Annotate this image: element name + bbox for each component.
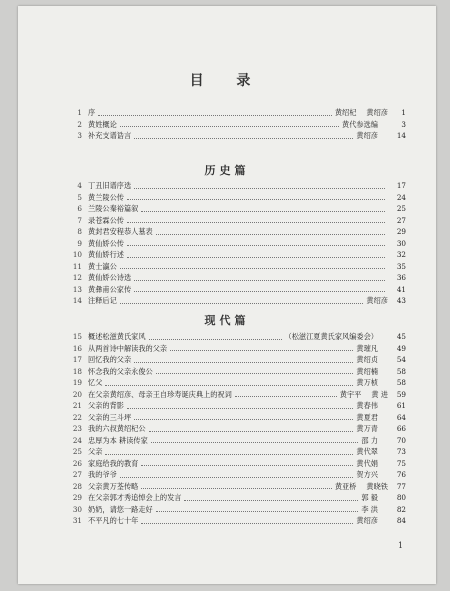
- entry-page: 80: [396, 493, 406, 502]
- entry-title: 父亲的背影: [88, 401, 124, 410]
- entry-number: 2: [77, 119, 82, 129]
- entry-title: 我的六叔黄绍杞公: [88, 424, 146, 433]
- entry-number: 3: [77, 131, 82, 140]
- entry-number: 9: [77, 238, 82, 248]
- dot-leader: [141, 210, 385, 212]
- dot-leader: [151, 441, 359, 443]
- entry-number: 12: [72, 273, 82, 282]
- entry-number: 4: [77, 181, 82, 190]
- entry-number: 11: [72, 261, 82, 271]
- entry-page: 3: [401, 119, 406, 129]
- entry-page: 73: [396, 447, 406, 456]
- entry-author: 黄代参选编: [342, 119, 378, 129]
- entry-author: 黄代娟: [356, 458, 378, 468]
- entry-author: 黄万青: [356, 424, 378, 433]
- toc-entry: [66, 331, 406, 343]
- dot-leader: [149, 338, 282, 340]
- entry-title: 黄士瀛公: [88, 261, 117, 271]
- dot-leader: [141, 487, 332, 489]
- page-number: 1: [398, 541, 404, 550]
- dot-leader: [120, 125, 339, 127]
- dot-leader: [134, 187, 385, 189]
- entry-author: 黄亚桥: [334, 481, 357, 491]
- entry-page: 30: [396, 238, 406, 248]
- entry-author-2: 黄 进: [371, 389, 388, 399]
- entry-page: 14: [396, 131, 406, 140]
- entry-title: 父亲的三斗坪: [88, 412, 132, 422]
- entry-number: 5: [77, 192, 82, 202]
- entry-page: 76: [396, 470, 406, 479]
- entry-page: 54: [396, 355, 406, 364]
- entry-author-2: 黄晓铁: [366, 481, 388, 491]
- toc-modern-list: [66, 331, 406, 527]
- dot-leader: [105, 453, 353, 455]
- entry-page: 61: [396, 401, 406, 410]
- entry-author: 黄绍彦: [356, 131, 378, 140]
- entry-number: 6: [77, 204, 82, 213]
- toc-entry: [66, 249, 406, 261]
- entry-author: 李 洪: [361, 504, 378, 514]
- dot-leader: [120, 302, 364, 304]
- dot-leader: [184, 499, 358, 501]
- entry-page: 75: [396, 458, 406, 468]
- section-heading-history: 历史篇: [204, 164, 250, 177]
- entry-number: 8: [77, 227, 82, 236]
- dot-leader: [156, 233, 385, 235]
- dot-leader: [127, 221, 385, 223]
- entry-page: 29: [396, 227, 406, 236]
- dot-leader: [120, 476, 354, 478]
- dot-leader: [105, 384, 353, 386]
- dot-leader: [149, 430, 354, 432]
- entry-title: 黄封君安程恭人墓表: [88, 227, 153, 236]
- entry-number: 17: [72, 355, 82, 364]
- dot-leader: [141, 464, 353, 466]
- entry-author: 黄绍彦: [366, 296, 388, 305]
- dot-leader: [120, 267, 385, 269]
- toc-entry: [66, 446, 406, 458]
- toc-entry: [66, 458, 406, 470]
- entry-author: 黄璀凡: [356, 343, 378, 353]
- dot-leader: [170, 349, 353, 351]
- toc-entry: [66, 492, 406, 504]
- entry-page: 35: [396, 261, 406, 271]
- entry-number: 19: [72, 378, 82, 387]
- entry-author-2: 黄绍彦: [366, 108, 388, 117]
- entry-number: 14: [72, 296, 82, 305]
- dot-leader: [127, 407, 353, 409]
- entry-page: 1: [401, 108, 406, 117]
- entry-page: 58: [396, 378, 406, 387]
- page-title: 目 录: [189, 73, 265, 89]
- entry-title: 我的爷爷: [88, 470, 117, 479]
- entry-title: 奶奶，请您一路走好: [88, 504, 153, 514]
- dot-leader: [156, 372, 354, 374]
- section-heading-modern: 现代篇: [204, 314, 250, 327]
- entry-page: 82: [396, 504, 406, 514]
- entry-page: 32: [396, 250, 406, 259]
- toc-entry: [66, 261, 406, 273]
- toc-entry: [66, 215, 406, 227]
- entry-author: 黄万桢: [356, 378, 378, 387]
- entry-number: 13: [72, 284, 82, 294]
- entry-title: 怀念我的父亲永俊公: [88, 366, 153, 376]
- toc-entry: [66, 412, 406, 424]
- entry-page: 24: [396, 192, 406, 202]
- toc-entry: [66, 130, 406, 142]
- entry-author: 黄绍贞: [356, 355, 378, 364]
- dot-leader: [141, 522, 353, 524]
- entry-page: 58: [396, 366, 406, 376]
- entry-title: 不平凡的七十年: [88, 516, 139, 525]
- entry-page: 27: [396, 215, 406, 225]
- entry-author: 贺方兴: [356, 470, 378, 479]
- entry-author: 郭 毅: [361, 493, 378, 502]
- entry-number: 26: [72, 458, 82, 468]
- entry-title: 父亲: [88, 447, 103, 456]
- entry-page: 43: [396, 296, 406, 305]
- toc-entry: [66, 515, 406, 527]
- entry-author: 黄夏君: [356, 412, 378, 422]
- entry-number: 22: [72, 412, 82, 422]
- entry-number: 25: [72, 447, 82, 456]
- entry-page: 77: [396, 481, 406, 491]
- entry-title: 从两首诗中解读我的父亲: [88, 343, 168, 353]
- toc-history-list: [66, 180, 406, 307]
- entry-page: 84: [396, 516, 406, 525]
- dot-leader: [134, 361, 353, 363]
- entry-title: 忆父: [88, 378, 103, 387]
- entry-page: 49: [396, 343, 406, 353]
- toc-entry: [66, 180, 406, 192]
- toc-entry: [66, 469, 406, 481]
- entry-number: 21: [72, 401, 82, 410]
- entry-page: 41: [396, 284, 406, 294]
- dot-leader: [98, 114, 332, 116]
- toc-entry: [66, 366, 406, 378]
- entry-author: 黄代翠: [356, 447, 378, 456]
- entry-title: 黄姓概论: [88, 119, 117, 129]
- entry-number: 20: [72, 389, 82, 399]
- toc-intro-list: [66, 107, 406, 142]
- entry-title: 父亲黄万荃传略: [88, 481, 139, 491]
- entry-number: 28: [72, 481, 82, 491]
- entry-number: 29: [72, 493, 82, 502]
- dot-leader: [156, 510, 359, 512]
- toc-entry: [66, 389, 406, 401]
- entry-number: 1: [77, 108, 82, 117]
- entry-title: 在父亲黄绍彦、母亲王自珍寿诞庆典上的祝词: [88, 389, 232, 399]
- entry-number: 16: [72, 343, 82, 353]
- entry-title: 家庭给我的教育: [88, 458, 139, 468]
- toc-entry: [66, 284, 406, 296]
- entry-title: 黄仙娇公传: [88, 238, 124, 248]
- entry-title: 黄仙娇行述: [88, 250, 124, 259]
- toc-entry: [66, 295, 406, 307]
- entry-title: 黄彝甫公家传: [88, 284, 132, 294]
- entry-title: 忠厚为本 耕读传家: [88, 435, 148, 445]
- toc-entry: [66, 481, 406, 493]
- toc-entry: [66, 435, 406, 447]
- entry-number: 27: [72, 470, 82, 479]
- entry-page: 70: [396, 435, 406, 445]
- toc-entry: [66, 119, 406, 131]
- entry-title: 丁丑旧谱序选: [88, 181, 132, 190]
- dot-leader: [235, 395, 337, 397]
- dot-leader: [134, 418, 353, 420]
- entry-title: 在父亲郭才秀追悼会上的发言: [88, 493, 182, 502]
- entry-author: 邵 力: [361, 435, 378, 445]
- dot-leader: [134, 137, 353, 139]
- entry-author: 黄春伟: [356, 401, 378, 410]
- toc-entry: [66, 107, 406, 119]
- entry-author: 黄绍楠: [356, 366, 378, 376]
- entry-page: 59: [396, 389, 406, 399]
- dot-leader: [134, 290, 385, 292]
- entry-title: 黄兰陵公传: [88, 192, 124, 202]
- entry-number: 31: [72, 516, 82, 525]
- entry-author: 黄绍彦: [356, 516, 378, 525]
- entry-number: 23: [72, 424, 82, 433]
- entry-number: 24: [72, 435, 82, 445]
- entry-title: 兰陵公秦裕篇叙: [88, 204, 139, 213]
- toc-entry: [66, 226, 406, 238]
- entry-number: 30: [72, 504, 82, 514]
- entry-title: 黄仙娇公诗选: [88, 273, 132, 282]
- dot-leader: [127, 256, 385, 258]
- entry-number: 10: [72, 250, 82, 259]
- dot-leader: [127, 198, 385, 200]
- dot-leader: [134, 279, 385, 281]
- document-page: [18, 6, 436, 584]
- entry-number: 15: [72, 332, 82, 341]
- entry-page: 45: [396, 332, 406, 341]
- entry-page: 66: [396, 424, 406, 433]
- entry-page: 36: [396, 273, 406, 282]
- entry-page: 64: [396, 412, 406, 422]
- entry-author: 黄宇平: [339, 389, 362, 399]
- toc-entry: [66, 192, 406, 204]
- entry-page: 17: [396, 181, 406, 190]
- toc-entry: [66, 272, 406, 284]
- entry-number: 18: [72, 366, 82, 376]
- entry-page: 25: [396, 204, 406, 213]
- entry-number: 7: [77, 215, 82, 225]
- entry-author: （松滋江夏黄氏家风编委会）: [284, 332, 378, 341]
- toc-entry: [66, 423, 406, 435]
- toc-entry: [66, 377, 406, 389]
- toc-entry: [66, 400, 406, 412]
- entry-author: 黄绍杞: [334, 108, 357, 117]
- entry-title: 补充支谱诰言: [88, 131, 132, 140]
- entry-title: 录苍霖公传: [88, 215, 124, 225]
- toc-entry: [66, 343, 406, 355]
- toc-entry: [66, 238, 406, 250]
- entry-title: 序: [88, 108, 96, 117]
- toc-entry: [66, 504, 406, 516]
- toc-entry: [66, 203, 406, 215]
- dot-leader: [127, 244, 385, 246]
- entry-title: 概述松滋黄氏家风: [88, 332, 146, 341]
- toc-entry: [66, 354, 406, 366]
- entry-title: 回忆我的父亲: [88, 355, 132, 364]
- entry-title: 注释后记: [88, 296, 117, 305]
